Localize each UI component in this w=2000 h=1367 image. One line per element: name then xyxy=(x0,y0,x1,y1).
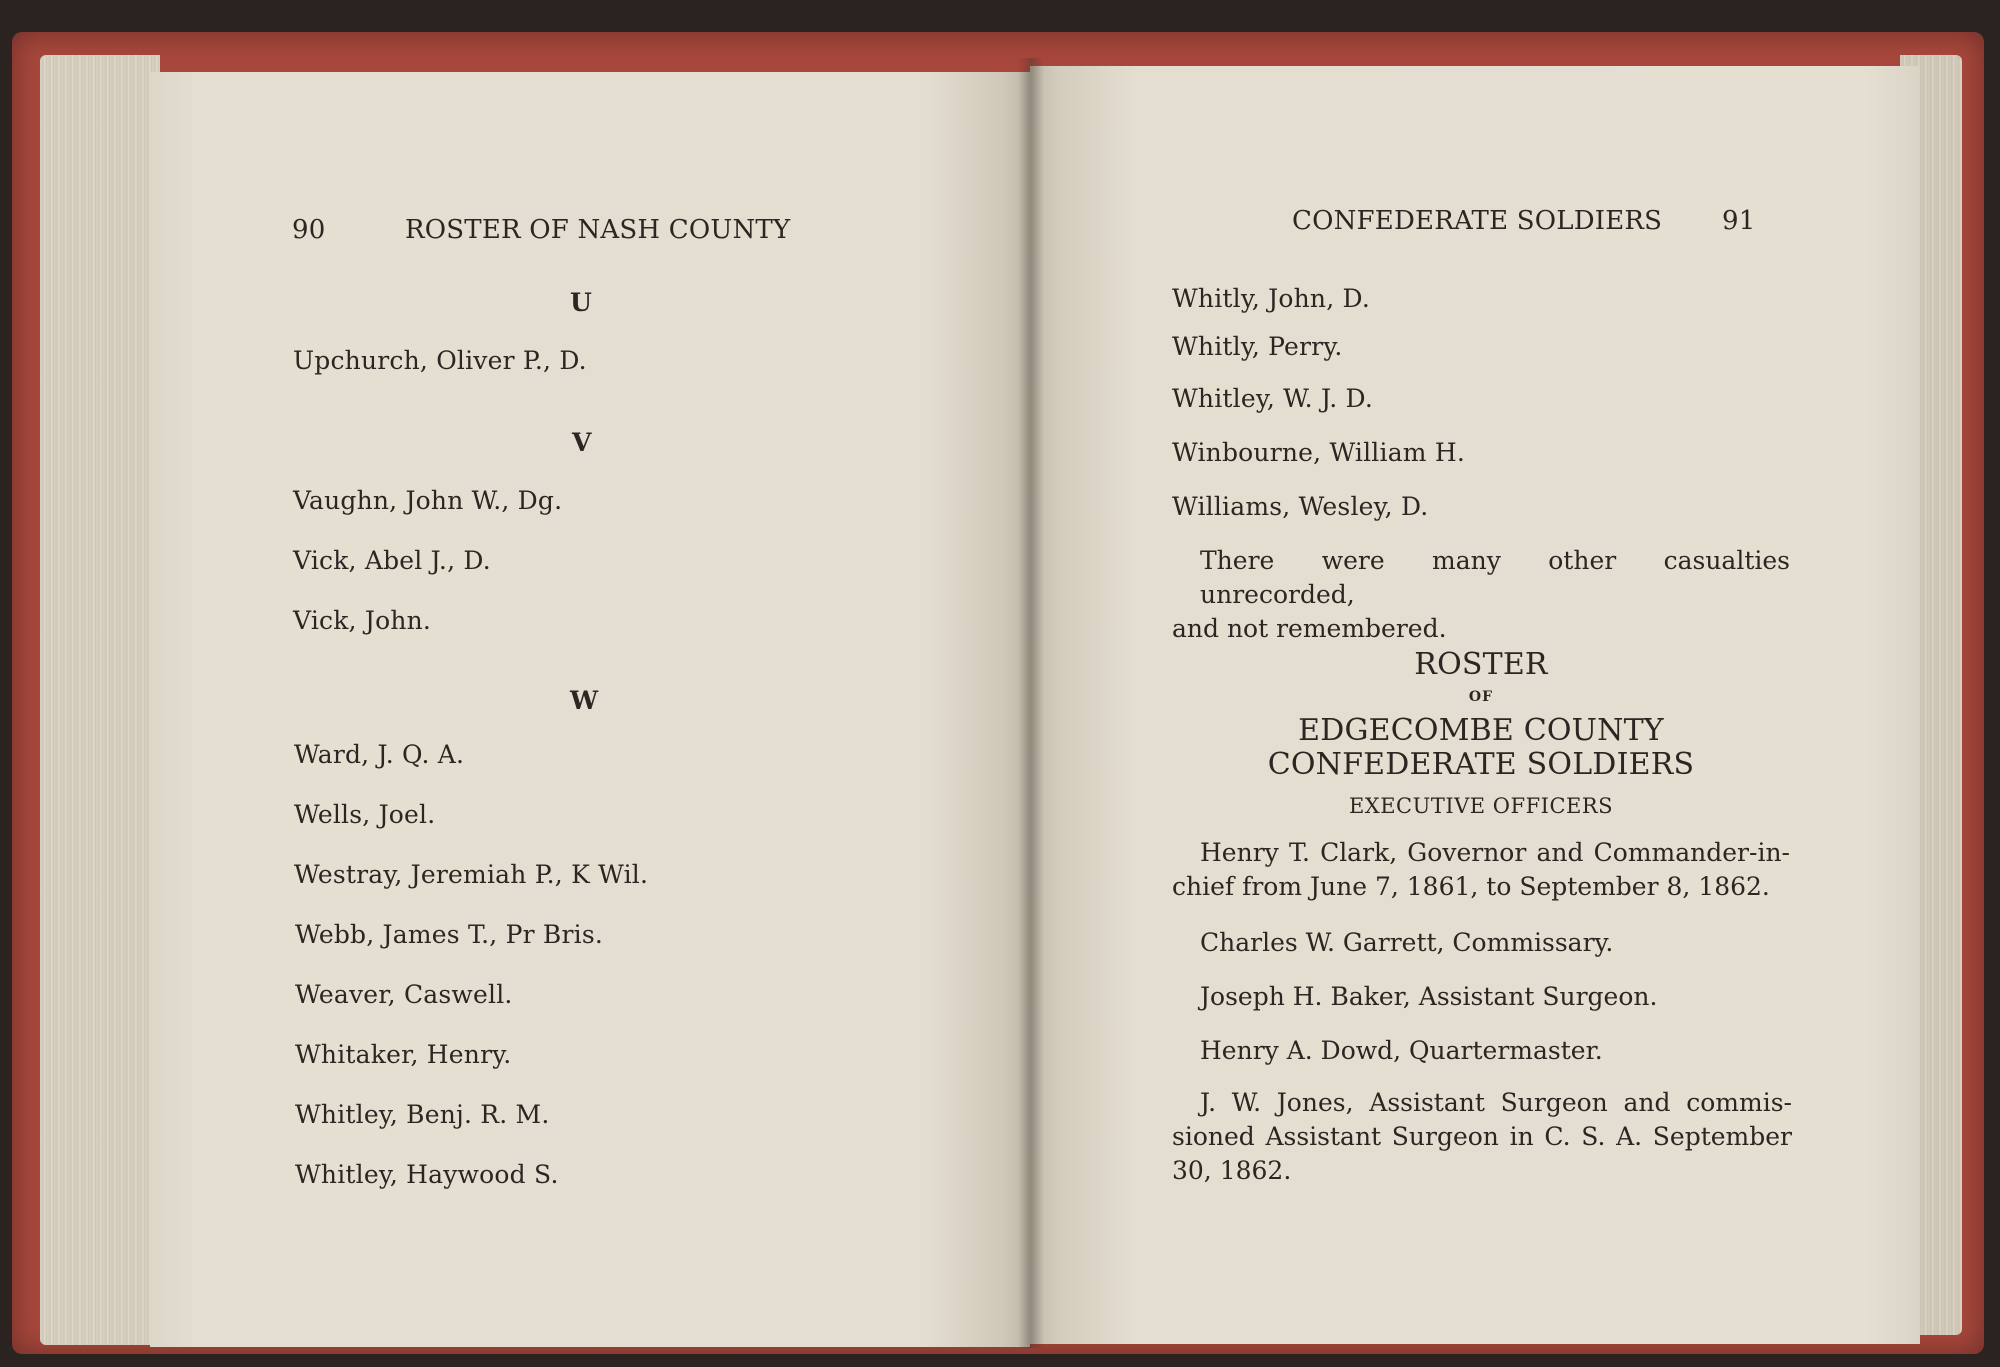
officer-line: Henry A. Dowd, Quartermaster. xyxy=(1200,1036,1603,1065)
officer-line: J. W. Jones, Assistant Surgeon and commis- xyxy=(1200,1088,1792,1117)
officer-entry xyxy=(1172,1086,1792,1188)
officer-entry xyxy=(1200,1034,1790,1068)
roster-entry: Whitaker, Henry. xyxy=(295,1040,512,1069)
officer-entry xyxy=(1200,980,1790,1014)
roster-entry: Westray, Jeremiah P., K Wil. xyxy=(294,860,649,889)
roster-entry: Wells, Joel. xyxy=(294,800,436,829)
page-edges-left xyxy=(40,55,160,1345)
right-page xyxy=(1030,66,1920,1344)
officer-line: chief from June 7, 1861, to September 8, 1862. xyxy=(1172,872,1770,901)
right-running-head: CONFEDERATE SOLDIERS xyxy=(1292,206,1663,236)
left-page-number: 90 xyxy=(292,215,326,245)
roster-entry: Williams, Wesley, D. xyxy=(1172,492,1429,521)
roster-entry: Whitly, Perry. xyxy=(1172,332,1343,361)
right-page-number: 91 xyxy=(1722,206,1756,236)
note-line: and not remembered. xyxy=(1172,614,1447,643)
roster-entry: Whitley, W. J. D. xyxy=(1172,384,1374,413)
roster-title: ROSTER xyxy=(1414,647,1548,682)
book-gutter xyxy=(1018,58,1044,1348)
roster-entry: Ward, J. Q. A. xyxy=(294,740,465,769)
officer-line: sioned Assistant Surgeon in C. S. A. September xyxy=(1172,1122,1792,1151)
officer-line: Henry T. Clark, Governor and Commander-in- xyxy=(1200,838,1790,867)
section-letter-v: V xyxy=(572,428,592,457)
section-letter-u: U xyxy=(570,288,593,317)
county-title-line2: CONFEDERATE SOLDIERS xyxy=(1267,747,1695,782)
roster-entry: Vick, John. xyxy=(293,606,432,635)
roster-entry: Vick, Abel J., D. xyxy=(293,546,491,575)
left-running-head: ROSTER OF NASH COUNTY xyxy=(405,215,791,245)
roster-entry: Upchurch, Oliver P., D. xyxy=(293,346,587,375)
casualties-note xyxy=(1172,544,1790,646)
officer-line: Joseph H. Baker, Assistant Surgeon. xyxy=(1200,982,1658,1011)
roster-of: OF xyxy=(1468,689,1494,705)
roster-entry: Winbourne, William H. xyxy=(1172,438,1465,467)
section-letter-w: W xyxy=(570,686,599,715)
note-line: There were many other casualties unrecorded, xyxy=(1200,546,1790,609)
officer-entry xyxy=(1200,926,1790,960)
roster-entry: Whitley, Benj. R. M. xyxy=(295,1100,550,1129)
roster-entry: Vaughn, John W., Dg. xyxy=(293,486,563,515)
roster-entry: Whitley, Haywood S. xyxy=(295,1160,559,1189)
county-title-line1: EDGECOMBE COUNTY xyxy=(1298,713,1664,748)
officer-entry xyxy=(1172,836,1790,904)
roster-entry: Whitly, John, D. xyxy=(1172,284,1370,313)
officer-line: Charles W. Garrett, Commissary. xyxy=(1200,928,1614,957)
roster-entry: Webb, James T., Pr Bris. xyxy=(295,920,604,949)
roster-entry: Weaver, Caswell. xyxy=(295,980,513,1009)
officer-line: 30, 1862. xyxy=(1172,1156,1292,1185)
executive-officers-heading: EXECUTIVE OFFICERS xyxy=(1348,794,1614,818)
left-page xyxy=(150,72,1030,1347)
